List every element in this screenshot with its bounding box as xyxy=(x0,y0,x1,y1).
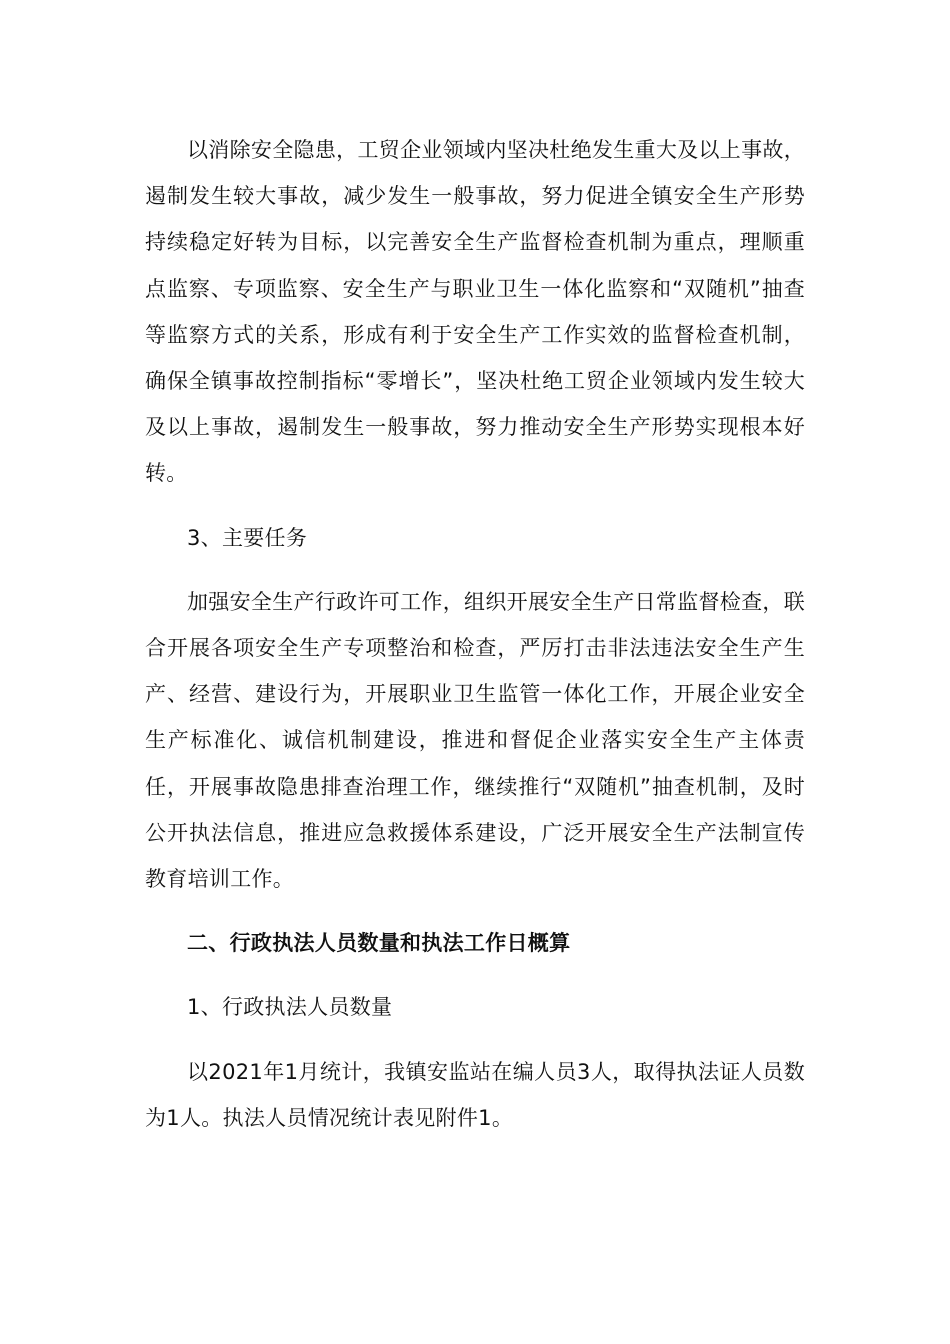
heading-personnel-count: 1、行政执法人员数量 xyxy=(187,995,393,1020)
paragraph-goals: 以消除安全隐患，工贸企业领域内坚决杜绝发生重大及以上事故，遏制发生较大事故，减少发生一般事故，努力促进全镇安全生产形势持续稳定好转为目标，以完善安全生产监督检查机制为重点，理顺重点监察、专项监察、安全生产与职业卫生一体化监察和“双随机”抽查等监察方式的关系，形成有利于安全生产工作实效的监督检查机制，确保全镇事故控制指标“零增长”，坚决杜绝工贸企业领域内发生较大及以上事故，遏制发生一般事故，努力推动安全生产形势实现根本好转。 xyxy=(145,138,805,486)
document-body xyxy=(145,127,805,1141)
heading-main-tasks: 3、主要任务 xyxy=(187,525,308,550)
paragraph-personnel-count: 以2021年1月统计，我镇安监站在编人员3人，取得执法证人员数为1人。执法人员情况统计表见附件1。 xyxy=(145,1059,805,1130)
paragraph-main-tasks: 加强安全生产行政许可工作，组织开展安全生产日常监督检查，联合开展各项安全生产专项整治和检查，严厉打击非法违法安全生产生产、经营、建设行为，开展职业卫生监管一体化工作，开展企业安全生产标准化、诚信机制建设，推进和督促企业落实安全生产主体责任，开展事故隐患排查治理工作，继续推行“双随机”抽查机制，及时公开执法信息，推进应急救援体系建设，广泛开展安全生产法制宣传教育培训工作。 xyxy=(145,589,805,892)
heading-section-two: 二、行政执法人员数量和执法工作日概算 xyxy=(187,931,571,956)
